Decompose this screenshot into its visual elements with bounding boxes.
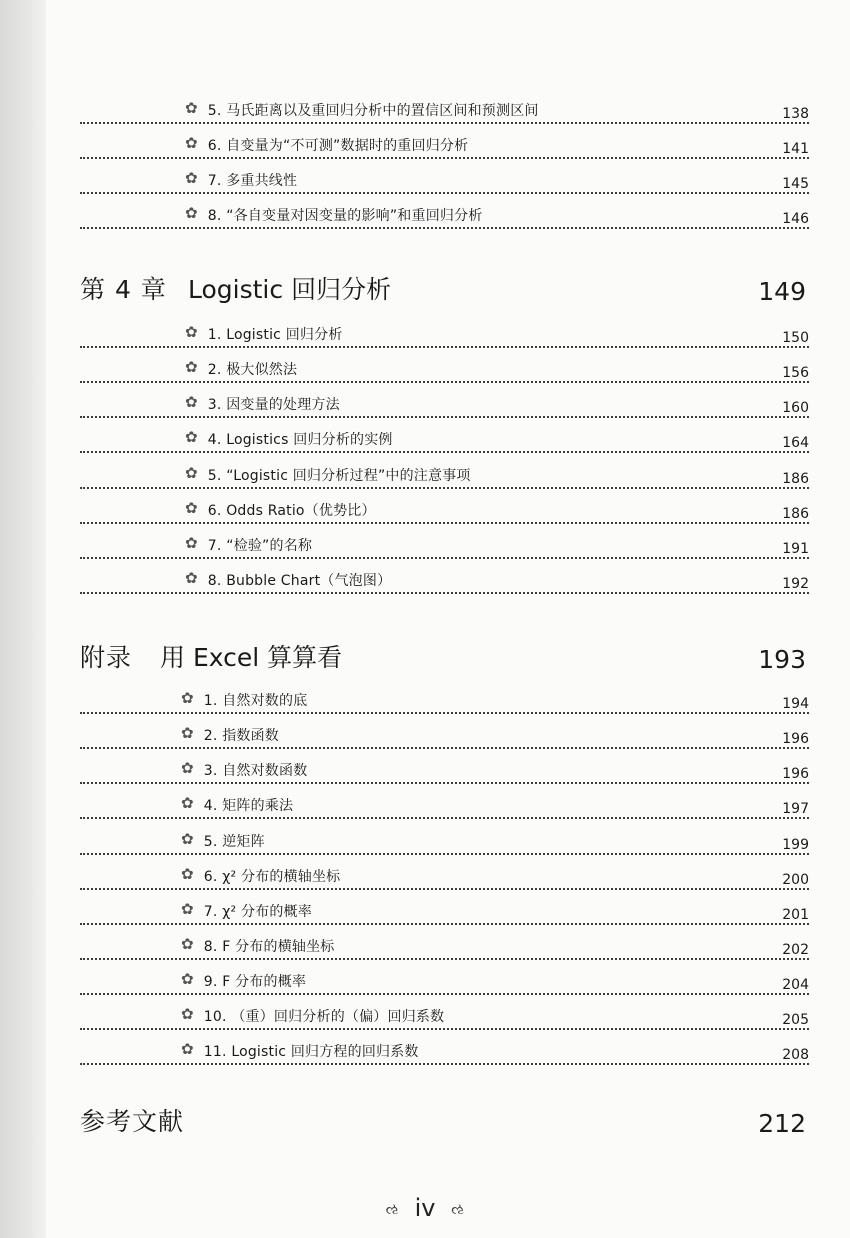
entry-title: Bubble Chart（气泡图） — [226, 573, 392, 589]
toc-entry[interactable]: ✿ 8. Bubble Chart（气泡图） 192 — [80, 566, 809, 594]
entry-page-number: 205 — [782, 1012, 809, 1028]
references-heading[interactable] — [80, 1102, 806, 1138]
toc-entry[interactable]: ✿ 7. χ² 分布的概率 201 — [80, 897, 809, 925]
flower-icon: ✿ — [185, 204, 198, 222]
toc-entry[interactable]: ✿ 3. 自然对数函数 196 — [80, 756, 809, 784]
entry-title: 多重共线性 — [226, 173, 298, 189]
toc-entry[interactable]: ✿ 2. 极大似然法 156 — [80, 355, 809, 383]
toc-entry[interactable]: ✿ 6. Odds Ratio（优势比） 186 — [80, 496, 809, 524]
appendix-page-number: 193 — [758, 645, 806, 674]
flower-icon: ✿ — [185, 534, 198, 552]
toc-entry[interactable]: ✿ 8. F 分布的横轴坐标 202 — [80, 932, 809, 960]
entry-title: 逆矩阵 — [222, 834, 265, 850]
chapter-heading[interactable] — [80, 270, 806, 306]
entry-title: F 分布的概率 — [222, 974, 307, 990]
entry-page-number: 204 — [782, 977, 809, 993]
flower-icon: ✿ — [181, 865, 194, 883]
entry-page-number: 186 — [782, 506, 809, 522]
flower-icon: ✿ — [185, 358, 198, 376]
entry-page-number: 208 — [782, 1047, 809, 1063]
entry-title: 自变量为“不可测”数据时的重回归分析 — [226, 138, 469, 154]
page-footer — [0, 1194, 850, 1222]
chapter-title: Logistic 回归分析 — [188, 275, 392, 304]
flower-icon: ✿ — [181, 900, 194, 918]
references-title: 参考文献 — [80, 1107, 185, 1136]
toc-entry[interactable]: ✿ 9. F 分布的概率 204 — [80, 967, 809, 995]
toc-entry[interactable]: ✿ 8. “各自变量对因变量的影响”和重回归分析 146 — [80, 201, 809, 229]
entry-title: “各自变量对因变量的影响”和重回归分析 — [226, 208, 483, 224]
flower-icon: ✿ — [181, 689, 194, 707]
flower-icon: ✿ — [185, 393, 198, 411]
toc-entry[interactable]: ✿ 1. Logistic 回归分析 150 — [80, 320, 809, 348]
entry-page-number: 197 — [782, 801, 809, 817]
entry-title: χ² 分布的概率 — [222, 904, 312, 920]
entry-page-number: 191 — [782, 541, 809, 557]
entry-title: “Logistic 回归分析过程”中的注意事项 — [226, 468, 471, 484]
entry-page-number: 201 — [782, 907, 809, 923]
flower-icon: ✿ — [181, 935, 194, 953]
entry-page-number: 156 — [782, 365, 809, 381]
appendix-heading[interactable] — [80, 638, 806, 674]
entry-page-number: 194 — [782, 696, 809, 712]
flower-icon: ✿ — [181, 970, 194, 988]
ornament-left-icon: ઌ — [385, 1200, 399, 1218]
flower-icon: ✿ — [181, 830, 194, 848]
ornament-right-icon: ઌ — [451, 1200, 465, 1218]
chapter-page-number: 149 — [758, 277, 806, 306]
flower-icon: ✿ — [181, 1040, 194, 1058]
toc-entry[interactable]: ✿ 11. Logistic 回归方程的回归系数 208 — [80, 1037, 809, 1065]
toc-entry[interactable]: ✿ 4. Logistics 回归分析的实例 164 — [80, 425, 809, 453]
entry-title: 自然对数函数 — [222, 763, 308, 779]
toc-entry[interactable]: ✿ 3. 因变量的处理方法 160 — [80, 390, 809, 418]
entry-page-number: 196 — [782, 731, 809, 747]
entry-page-number: 200 — [782, 872, 809, 888]
entry-title: （重）回归分析的（偏）回归系数 — [231, 1009, 445, 1025]
references-page-number: 212 — [758, 1109, 806, 1138]
entry-title: 自然对数的底 — [222, 693, 308, 709]
entry-title: 因变量的处理方法 — [226, 397, 340, 413]
flower-icon: ✿ — [185, 169, 198, 187]
entry-title: Logistic 回归方程的回归系数 — [231, 1044, 419, 1060]
toc-entry[interactable]: ✿ 10. （重）回归分析的（偏）回归系数 205 — [80, 1002, 809, 1030]
entry-title: “检验”的名称 — [226, 538, 313, 554]
entry-title: Logistics 回归分析的实例 — [226, 432, 393, 448]
entry-page-number: 141 — [782, 141, 809, 157]
flower-icon: ✿ — [185, 428, 198, 446]
entry-title: F 分布的横轴坐标 — [222, 939, 335, 955]
entry-title: χ² 分布的横轴坐标 — [222, 869, 341, 885]
flower-icon: ✿ — [181, 794, 194, 812]
entry-page-number: 199 — [782, 837, 809, 853]
entry-page-number: 164 — [782, 435, 809, 451]
flower-icon: ✿ — [185, 464, 198, 482]
entry-title: Odds Ratio（优势比） — [226, 503, 376, 519]
flower-icon: ✿ — [181, 1005, 194, 1023]
toc-entry[interactable]: ✿ 5. 逆矩阵 199 — [80, 827, 809, 855]
entry-page-number: 192 — [782, 576, 809, 592]
toc-entry[interactable]: ✿ 2. 指数函数 196 — [80, 721, 809, 749]
flower-icon: ✿ — [185, 499, 198, 517]
entry-page-number: 145 — [782, 176, 809, 192]
entry-page-number: 202 — [782, 942, 809, 958]
toc-entry[interactable]: ✿ 5. 马氏距离以及重回归分析中的置信区间和预测区间 138 — [80, 96, 809, 124]
toc-entry[interactable]: ✿ 5. “Logistic 回归分析过程”中的注意事项 186 — [80, 461, 809, 489]
entry-title: 马氏距离以及重回归分析中的置信区间和预测区间 — [226, 103, 539, 119]
chapter-label: 第 4 章 — [80, 275, 167, 304]
entry-title: 极大似然法 — [226, 362, 298, 378]
flower-icon: ✿ — [185, 569, 198, 587]
entry-title: 矩阵的乘法 — [222, 798, 294, 814]
flower-icon: ✿ — [185, 134, 198, 152]
entry-page-number: 150 — [782, 330, 809, 346]
entry-page-number: 146 — [782, 211, 809, 227]
toc-entry[interactable]: ✿ 6. χ² 分布的横轴坐标 200 — [80, 862, 809, 890]
entry-page-number: 138 — [782, 106, 809, 122]
entry-page-number: 186 — [782, 471, 809, 487]
appendix-title: 用 Excel 算算看 — [160, 643, 343, 672]
entry-page-number: 160 — [782, 400, 809, 416]
toc-entry[interactable]: ✿ 4. 矩阵的乘法 197 — [80, 791, 809, 819]
appendix-label: 附录 — [80, 643, 133, 672]
flower-icon: ✿ — [185, 99, 198, 117]
toc-entry[interactable]: ✿ 1. 自然对数的底 194 — [80, 686, 809, 714]
flower-icon: ✿ — [181, 724, 194, 742]
entry-title: 指数函数 — [222, 728, 280, 744]
toc-entry[interactable]: ✿ 6. 自变量为“不可测”数据时的重回归分析 141 — [80, 131, 809, 159]
flower-icon: ✿ — [185, 323, 198, 341]
page-number-roman: iv — [414, 1194, 436, 1222]
flower-icon: ✿ — [181, 759, 194, 777]
toc-entry[interactable]: ✿ 7. “检验”的名称 191 — [80, 531, 809, 559]
toc-entry[interactable]: ✿ 7. 多重共线性 145 — [80, 166, 809, 194]
entry-title: Logistic 回归分析 — [226, 327, 343, 343]
entry-page-number: 196 — [782, 766, 809, 782]
